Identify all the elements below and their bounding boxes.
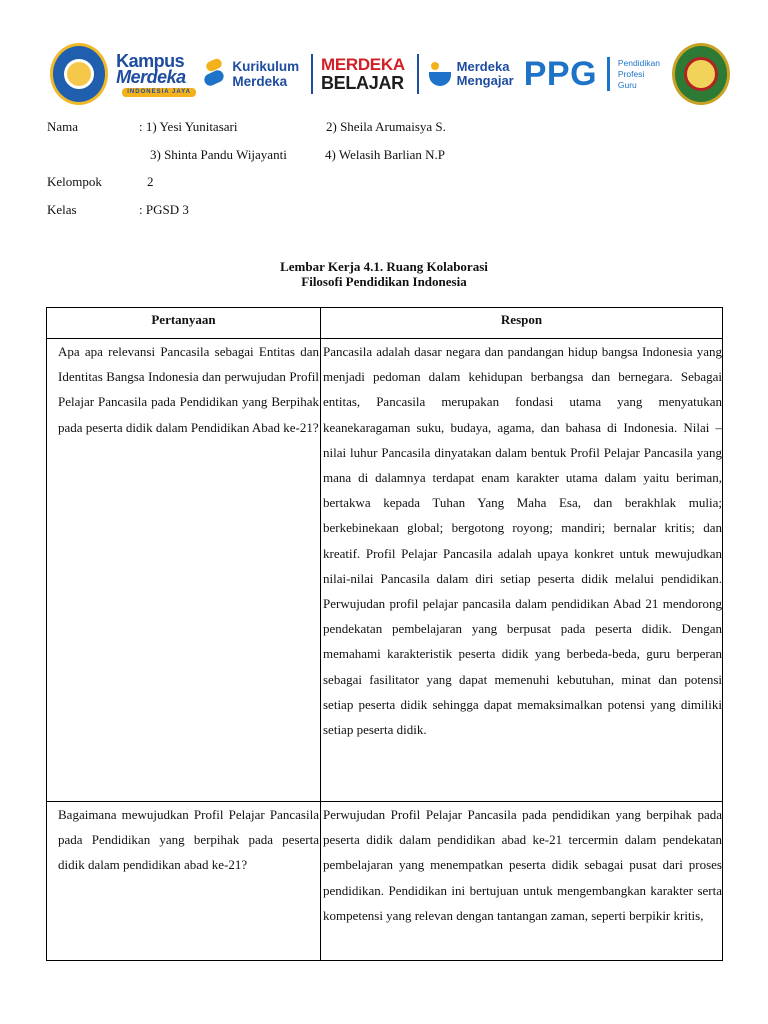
kelas-value: : PGSD 3 xyxy=(139,202,189,217)
ppg-line1: Pendidikan xyxy=(617,57,660,68)
kelas-label: Kelas xyxy=(47,202,77,217)
kurikulum-merdeka-icon xyxy=(204,58,226,90)
collaboration-table xyxy=(46,307,723,961)
table-row xyxy=(47,802,722,960)
kurikulum-line1: Kurikulum xyxy=(232,59,300,74)
response-cell xyxy=(321,802,722,960)
ppg-line3: Guru xyxy=(617,79,637,90)
worksheet-title: Lembar Kerja 4.1. Ruang Kolaborasi xyxy=(280,259,488,274)
mengajar-line2: Mengajar xyxy=(456,73,514,88)
question-cell xyxy=(47,802,321,960)
nama-member-4: 4) Welasih Barlian N.P xyxy=(325,147,446,162)
nama-member-1: : 1) Yesi Yunitasari xyxy=(139,119,238,134)
merdeka-belajar-logo xyxy=(321,55,405,93)
merdeka-mengajar-logo xyxy=(429,60,514,88)
logo-banner xyxy=(46,38,730,110)
kampus-merdeka-line1: Kampus xyxy=(116,51,185,71)
nama-label: Nama xyxy=(47,119,79,134)
university-seal-logo xyxy=(672,43,730,105)
kelompok-value: 2 xyxy=(147,174,154,189)
tut-wuri-handayani-logo xyxy=(50,43,108,105)
kampus-merdeka-logo xyxy=(116,48,192,100)
banner-divider xyxy=(417,54,419,94)
header-response: Respon xyxy=(500,312,543,327)
ppg-line2: Profesi xyxy=(617,68,645,79)
question-text: Apa apa relevansi Pancasila sebagai Entitas dan Identitas Bangsa Indonesia dan perwujudan Profil Pelajar Pancasila pada Pendidikan yang Berpihak pada peserta didik dalam Pendidikan Abad ke-21? xyxy=(58,344,319,435)
kampus-merdeka-line2: Merdeka xyxy=(116,67,186,87)
kampus-merdeka-tagline: INDONESIA JAYA xyxy=(122,88,196,97)
question-text: Bagaimana mewujudkan Profil Pelajar Pancasila pada Pendidikan yang berpihak pada peserta didik dalam pendidikan abad ke-21? xyxy=(58,807,319,873)
ppg-divider xyxy=(607,57,610,91)
ppg-subtitle xyxy=(618,58,660,91)
table-header xyxy=(47,308,722,339)
merdeka-belajar-line1: MERDEKA xyxy=(320,55,405,74)
response-text: Pancasila adalah dasar negara dan pandangan hidup bangsa Indonesia yang menjadi pedoman dalam kehidupan berbangsa dan bernegara. Sebagai entitas, Pancasila merupakan fondasi utama yang menyatukan keanekaragaman suku, budaya, agama, dan bahasa di Indonesia. Nilai – nilai luhur Pancasila dinyatakan dalam bentuk Profil Pelajar Pancasila yang mana di dalamnya terdapat enam karakter utama dalam yaitu beriman, bertakwa kepada Tuhan Yang Maha Esa, dan berakhlak mulia; berkebinekaan global; bergotong royong; mandiri; bernalar kritis; dan kreatif. Profil Pelajar Pancasila adalah upaya konkret untuk mewujudkan nilai-nilai Pancasila dalam diri setiap peserta didik melalui pendidikan. Perwujudan profil pelajar pancasila dalam pendidikan Abad 21 mendorong pendekatan pembelajaran yang berpusat pada peserta didik. Dengan memahami karakteristik peserta didik yang berbeda-beda, guru berperan sebagai fasilitator yang dapat memenuhi kebutuhan, minat dan potensi setiap peserta didik sehingga dapat memaksimalkan potensi yang dimiliki setiap peserta didik. xyxy=(323,344,722,738)
ppg-logo-text: PPG xyxy=(523,54,598,93)
kelompok-label: Kelompok xyxy=(47,174,102,189)
merdeka-mengajar-icon xyxy=(429,60,453,88)
table-row xyxy=(47,339,722,802)
merdeka-belajar-line2: BELAJAR xyxy=(320,73,404,93)
question-cell xyxy=(47,339,321,801)
nama-member-2: 2) Sheila Arumaisya S. xyxy=(326,119,446,134)
banner-divider xyxy=(311,54,313,94)
kurikulum-line2: Merdeka xyxy=(232,74,288,89)
worksheet-subtitle: Filosofi Pendidikan Indonesia xyxy=(301,274,467,289)
response-text: Perwujudan Profil Pelajar Pancasila pada pendidikan yang berpihak pada peserta didik dalam pendidikan abad ke-21 tercermin dalam pendekatan pembelajaran yang menempatkan peserta didik sebagai pusat dari proses pendidikan. Pendidikan ini bertujuan untuk mengembangkan karakter serta kompetensi yang relevan dengan tantangan zaman, seperti berpikir kritis, xyxy=(323,807,722,923)
response-cell xyxy=(321,339,722,801)
kurikulum-merdeka-logo xyxy=(204,58,299,90)
header-question: Pertanyaan xyxy=(47,308,321,338)
mengajar-line1: Merdeka xyxy=(456,59,510,74)
nama-member-3: 3) Shinta Pandu Wijayanti xyxy=(150,147,287,162)
